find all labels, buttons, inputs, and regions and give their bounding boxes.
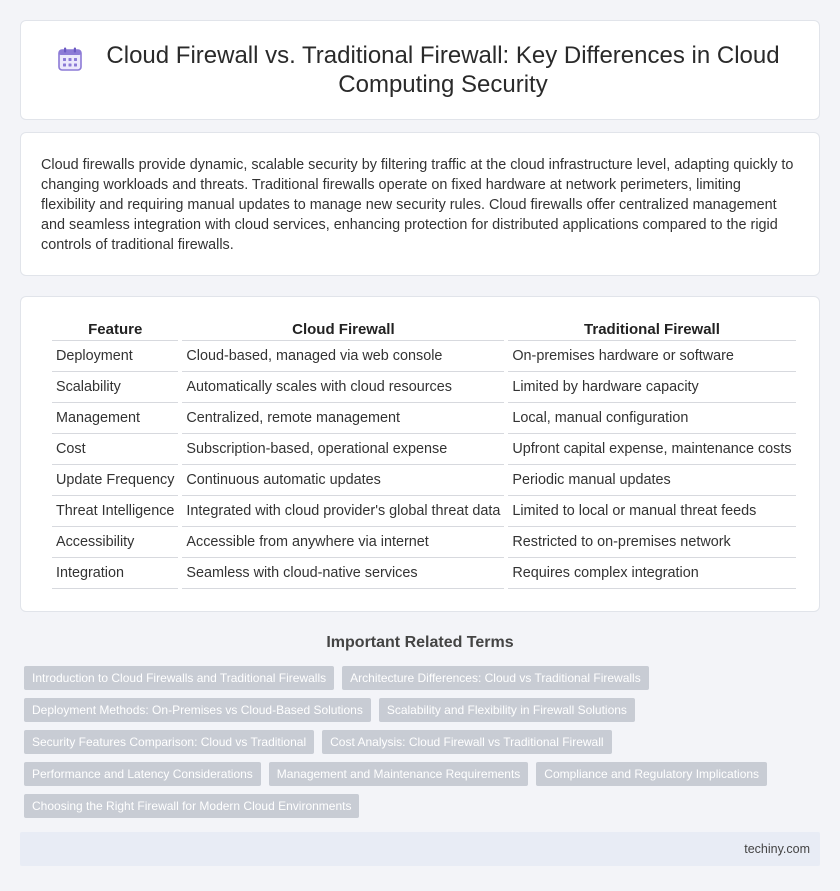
cloud-cell: Automatically scales with cloud resources (182, 372, 504, 403)
related-tag[interactable]: Introduction to Cloud Firewalls and Traditional Firewalls (24, 666, 334, 690)
feature-cell: Deployment (52, 341, 178, 372)
comparison-table (48, 319, 800, 589)
feature-cell: Accessibility (52, 527, 178, 558)
traditional-cell: Limited to local or manual threat feeds (508, 496, 795, 527)
related-tag[interactable]: Cost Analysis: Cloud Firewall vs Traditional Firewall (322, 730, 611, 754)
calendar-grid-icon (57, 46, 83, 72)
cloud-cell: Cloud-based, managed via web console (182, 341, 504, 372)
cloud-cell: Continuous automatic updates (182, 465, 504, 496)
related-tag[interactable]: Management and Maintenance Requirements (269, 762, 528, 786)
table-row (52, 527, 796, 558)
cloud-cell: Subscription-based, operational expense (182, 434, 504, 465)
feature-cell: Cost (52, 434, 178, 465)
feature-cell: Management (52, 403, 178, 434)
feature-cell: Threat Intelligence (52, 496, 178, 527)
table-row (52, 434, 796, 465)
table-row (52, 496, 796, 527)
traditional-cell: Limited by hardware capacity (508, 372, 795, 403)
feature-cell: Integration (52, 558, 178, 589)
intro-card (20, 132, 820, 276)
header-traditional-firewall: Traditional Firewall (508, 319, 795, 341)
cloud-cell: Seamless with cloud-native services (182, 558, 504, 589)
site-link[interactable]: techiny.com (744, 842, 810, 856)
related-tag[interactable]: Deployment Methods: On-Premises vs Cloud-Based Solutions (24, 698, 371, 722)
related-tag[interactable]: Performance and Latency Considerations (24, 762, 261, 786)
related-terms-title: Important Related Terms (326, 634, 514, 651)
related-terms-section (20, 634, 820, 818)
related-tag[interactable]: Compliance and Regulatory Implications (536, 762, 767, 786)
traditional-cell: Local, manual configuration (508, 403, 795, 434)
cloud-cell: Accessible from anywhere via internet (182, 527, 504, 558)
traditional-cell: On-premises hardware or software (508, 341, 795, 372)
traditional-cell: Requires complex integration (508, 558, 795, 589)
header-cloud-firewall: Cloud Firewall (182, 319, 504, 341)
comparison-table-card (20, 296, 820, 612)
traditional-cell: Periodic manual updates (508, 465, 795, 496)
related-tag[interactable]: Architecture Differences: Cloud vs Traditional Firewalls (342, 666, 649, 690)
table-row (52, 558, 796, 589)
page-title: Cloud Firewall vs. Traditional Firewall: Key Differences in Cloud Computing Security (106, 42, 780, 98)
related-tags (20, 666, 820, 818)
related-tag[interactable]: Security Features Comparison: Cloud vs Traditional (24, 730, 314, 754)
related-tag[interactable]: Scalability and Flexibility in Firewall Solutions (379, 698, 635, 722)
traditional-cell: Upfront capital expense, maintenance costs (508, 434, 795, 465)
footer (20, 832, 820, 866)
traditional-cell: Restricted to on-premises network (508, 527, 795, 558)
title-wrap (57, 41, 783, 99)
table-row (52, 341, 796, 372)
table-header-row (52, 319, 796, 341)
feature-cell: Scalability (52, 372, 178, 403)
feature-cell: Update Frequency (52, 465, 178, 496)
related-tag[interactable]: Choosing the Right Firewall for Modern Cloud Environments (24, 794, 359, 818)
cloud-cell: Integrated with cloud provider's global threat data (182, 496, 504, 527)
cloud-cell: Centralized, remote management (182, 403, 504, 434)
intro-paragraph: Cloud firewalls provide dynamic, scalable security by filtering traffic at the cloud infrastructure level, adapting quickly to changing workloads and threats. Traditional firewalls operate on fixed hardware at network perimeters, limiting flexibility and requiring manual updates to manage new security rules. Cloud firewalls offer centralized management and seamless integration with cloud services, enhancing protection for distributed applications compared to the rigid controls of traditional firewalls. (41, 157, 794, 253)
table-row (52, 372, 796, 403)
table-row (52, 465, 796, 496)
title-card (20, 20, 820, 120)
table-row (52, 403, 796, 434)
header-feature: Feature (52, 319, 178, 341)
